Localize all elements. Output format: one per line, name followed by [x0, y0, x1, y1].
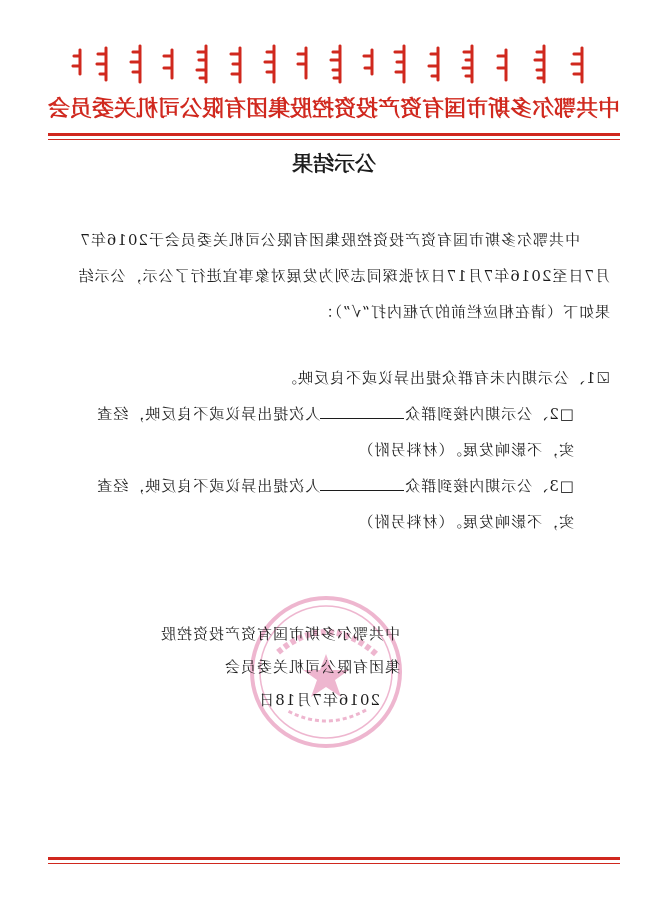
signature-line-1: 中共鄂尔多斯市国有资产投资控股	[159, 625, 400, 643]
options-list	[70, 360, 610, 540]
fill-blank	[320, 476, 404, 491]
option-number: 3	[548, 477, 559, 495]
option-text-post: 人次提出异议或不良反映，经查实，不影响发展。（材料另附）	[96, 477, 574, 531]
option-number: 2	[548, 405, 559, 423]
checked-box-icon: ☑	[595, 369, 610, 387]
fill-blank	[320, 404, 404, 419]
checkbox-icon: □	[558, 477, 574, 495]
option-3: □3、公示期内接到群众人次提出异议或不良反映，经查实，不影响发展。（材料另附）	[96, 477, 574, 531]
footer-rule-thin	[48, 863, 620, 864]
document-title: 公示结果	[292, 152, 376, 176]
checkbox-icon: □	[558, 405, 574, 423]
signature-block	[100, 618, 400, 717]
footer-rule-thick	[48, 857, 620, 860]
letterhead-rule-thick	[48, 133, 620, 136]
signature-line-2: 集团有限公司机关委员会	[223, 658, 400, 676]
option-1: ☑1、公示期内未有群众提出异议或不良反映。	[280, 369, 610, 387]
letterhead-org-name: 中共鄂尔多斯市国有资产投资控股集团有限公司机关委员会	[48, 97, 621, 122]
option-text: 公示期内未有群众提出异议或不良反映。	[280, 369, 569, 387]
option-text-pre: 公示期内接到群众	[404, 477, 533, 495]
letterhead-rule-thin	[48, 139, 620, 140]
option-2: □2、公示期内接到群众人次提出异议或不良反映，经查实，不影响发展。（材料另附）	[96, 405, 574, 459]
intro-paragraph: 中共鄂尔多斯市国有资产投资控股集团有限公司机关委员会于2016年7月7日至2016年7月17日对张琛同志列为发展对象事宜进行了公示，公示结果如下（请在相应栏前的方框内打“√”）：	[77, 231, 610, 321]
mongolian-script-letterhead	[70, 40, 590, 88]
signature-date: 2016年7月18日	[258, 691, 380, 709]
option-text-pre: 公示期内接到群众	[404, 405, 533, 423]
option-number: 1	[585, 369, 596, 387]
option-text-post: 人次提出异议或不良反映，经查实，不影响发展。（材料另附）	[96, 405, 574, 459]
